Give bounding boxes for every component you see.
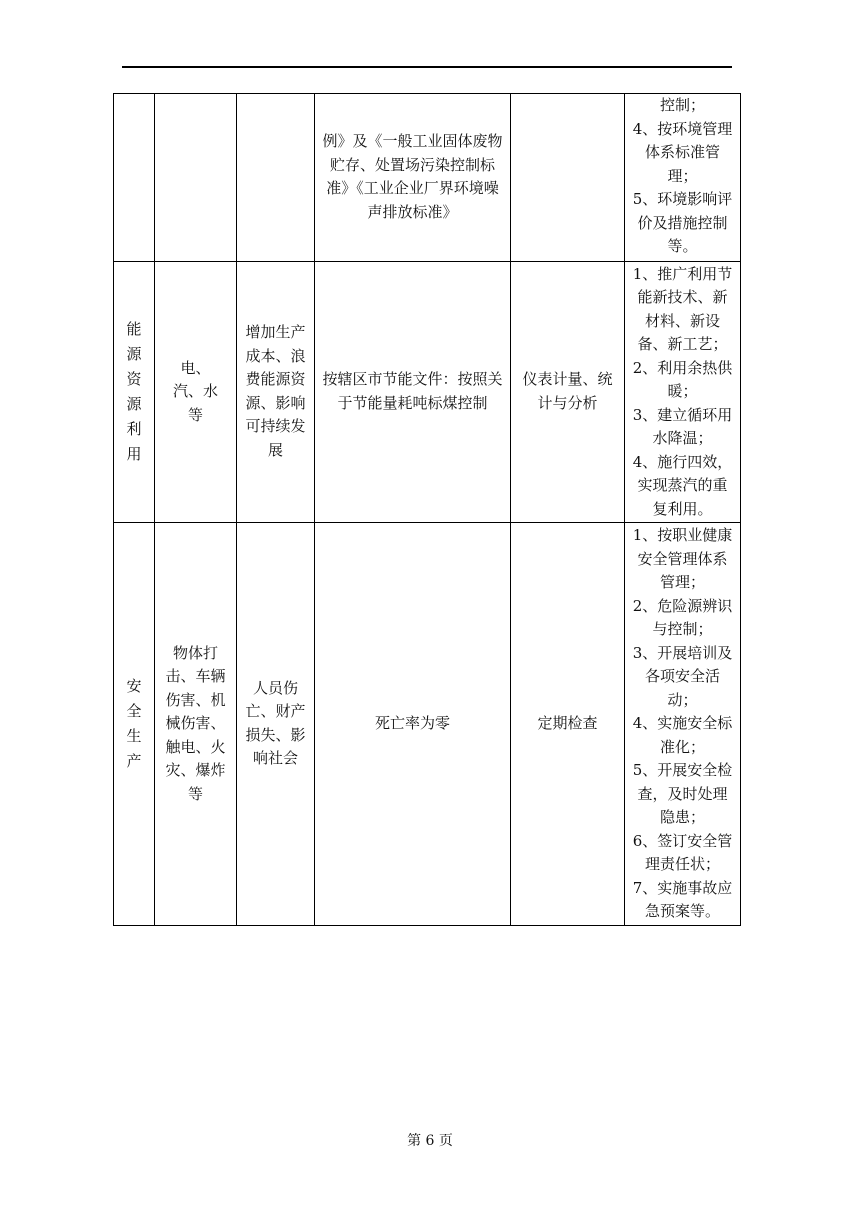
measure-item: 4、实施安全标准化； — [632, 714, 733, 756]
factor-text: 电、汽、水等 — [172, 358, 218, 424]
impact-cell — [237, 94, 315, 262]
impact-text: 人员伤亡、财产损失、影响社会 — [245, 678, 306, 768]
measure-item: 5、环境影响评价及措施控制等。 — [632, 190, 733, 255]
monitor-text: 定期检查 — [537, 714, 598, 732]
measure-item: 1、推广利用节能新技术、新材料、新设备、新工艺； — [632, 264, 733, 353]
monitor-text: 仪表计量、统计与分析 — [522, 370, 613, 412]
monitor-cell — [511, 94, 625, 262]
header-rule — [122, 66, 732, 68]
impact-cell — [237, 261, 315, 523]
measure-item: 4、施行四效，实现蒸汽的重复利用。 — [632, 452, 733, 518]
table-row — [114, 523, 741, 926]
standard-text: 例》及《一般工业固体废物贮存、处置场污染控制标准》《工业企业厂界环境噪声排放标准》 — [322, 132, 503, 221]
measures-cell — [625, 94, 741, 262]
category-cell — [114, 523, 155, 926]
standard-text: 死亡率为零 — [374, 714, 450, 732]
table-row — [114, 94, 741, 262]
category-cell — [114, 261, 155, 523]
measure-item: 3、建立循环用水降温； — [632, 405, 733, 447]
impact-text: 增加生产成本、浪费能源资源、影响可持续发展 — [245, 323, 306, 459]
measures-cell — [625, 261, 741, 523]
measure-item: 2、利用余热供暖； — [632, 358, 733, 400]
table-row — [114, 261, 741, 523]
measure-item: 3、开展培训及各项安全活动； — [632, 643, 733, 709]
standard-text: 按辖区市节能文件：按照关于节能量耗吨标煤控制 — [322, 370, 503, 412]
factor-cell — [155, 261, 237, 523]
measure-item: 4、按环境管理体系标准管理； — [632, 119, 733, 185]
standard-cell — [315, 523, 511, 926]
monitor-cell — [511, 261, 625, 523]
factor-cell — [155, 94, 237, 262]
category-label: 安全生产 — [126, 676, 142, 770]
measure-item: 7、实施事故应急预案等。 — [632, 878, 733, 920]
standard-cell — [315, 94, 511, 262]
measure-item: 1、按职业健康安全管理体系管理； — [632, 526, 733, 591]
measure-item: 2、危险源辨识与控制； — [632, 596, 733, 638]
page-number: 第 6 页 — [407, 1133, 453, 1149]
impact-cell — [237, 523, 315, 926]
monitor-cell — [511, 523, 625, 926]
measure-item: 控制； — [659, 96, 705, 114]
standard-cell — [315, 261, 511, 523]
category-cell — [114, 94, 155, 262]
category-label: 能源资源利用 — [126, 319, 142, 463]
factor-text: 物体打击、车辆伤害、机械伤害、触电、火灾、爆炸等 — [165, 643, 226, 803]
factor-cell — [155, 523, 237, 926]
measure-item: 6、签订安全管理责任状； — [632, 831, 733, 873]
measures-cell — [625, 523, 741, 926]
measure-item: 5、开展安全检查，及时处理隐患； — [632, 761, 733, 826]
management-table — [113, 93, 741, 926]
